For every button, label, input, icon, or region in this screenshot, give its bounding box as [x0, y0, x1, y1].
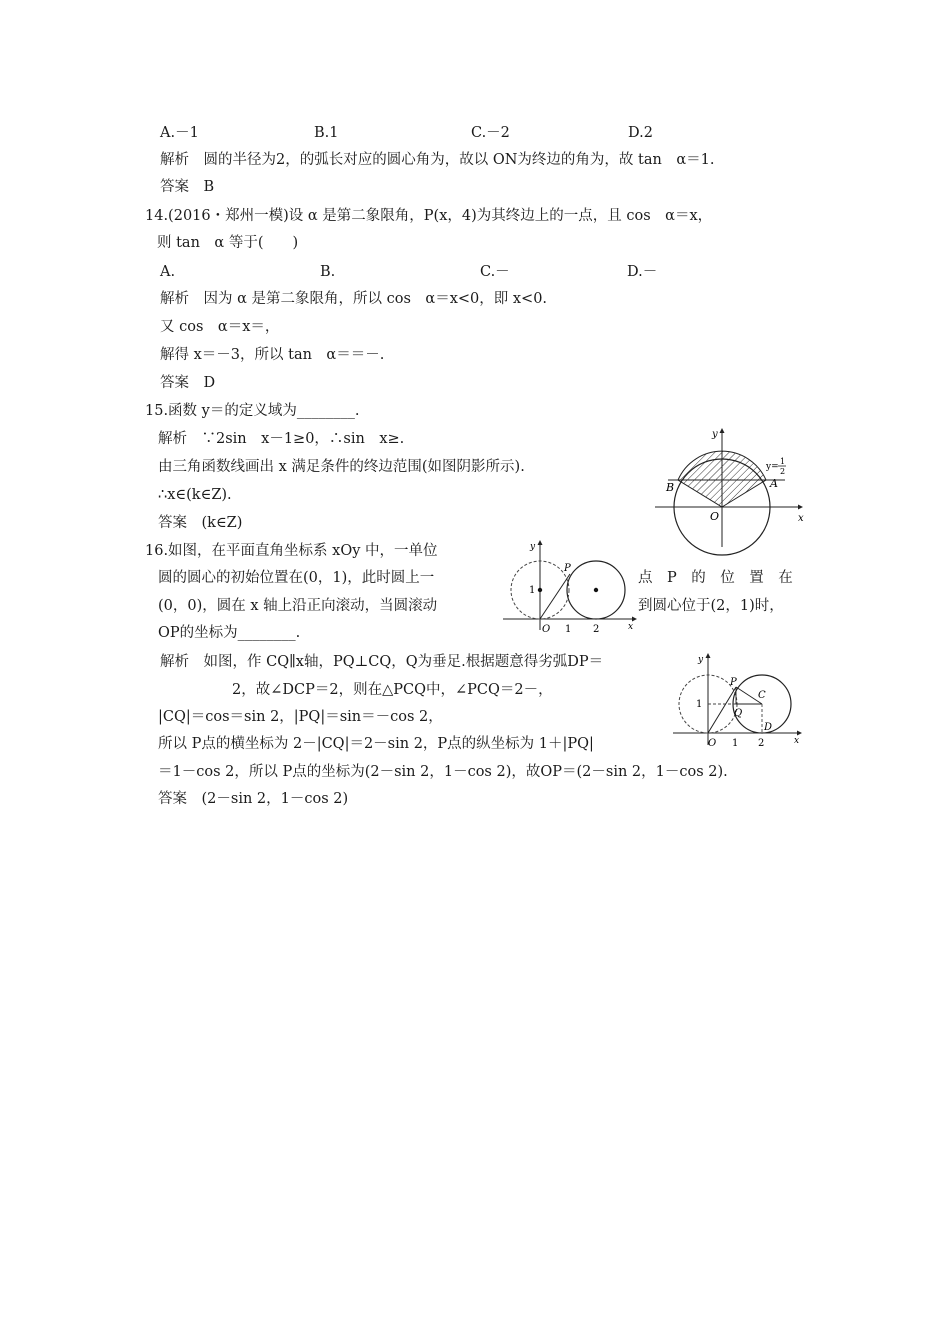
q15-analysis-line2: 由三角函数线画出 x 满足条件的终边范围(如图阴影所示).: [158, 459, 525, 475]
q15-point-a: A: [770, 477, 778, 490]
q16-point-p: P: [564, 563, 571, 574]
q14-option-d: D.－: [627, 264, 658, 280]
q16-rolled-center: [594, 588, 598, 592]
q15-y-arrow: [720, 428, 725, 433]
q16f2-x-label: x: [794, 736, 800, 746]
q14-stem-line2: 则 tan α 等于( ): [157, 235, 299, 251]
q16-origin: O: [542, 624, 551, 635]
q13-option-c: C.－2: [471, 125, 510, 141]
q16f2-point-c: C: [758, 690, 766, 701]
q16-tick-2: 2: [593, 624, 600, 635]
q16f2-tick-1: 1: [732, 738, 739, 749]
q16-analysis-line1: 解析 如图，作 CQ∥x轴，PQ⊥CQ，Q为垂足.根据题意得劣弧DP＝: [160, 654, 604, 670]
q16f2-x-arrow: [797, 731, 802, 736]
q16f2-op-segment: [708, 687, 736, 733]
q16-stem-line1: 16.如图，在平面直角坐标系 xOy 中，一单位: [145, 543, 438, 559]
q16-tick-1: 1: [565, 624, 572, 635]
q14-analysis-line3: 解得 x＝－3，所以 tan α＝＝－.: [160, 347, 385, 363]
q16f2-origin: O: [708, 738, 717, 749]
q13-option-d: D.2: [628, 125, 653, 141]
q16-analysis-line5: ＝1－cos 2，所以 P点的坐标为(2－sin 2，1－cos 2)，故OP＝(2－sin 2，1－cos 2).: [158, 764, 728, 780]
q14-analysis-line2: 又 cos α＝x＝，: [160, 319, 280, 335]
q16f2-y-label: y: [698, 655, 704, 665]
q16f2-point-p: P: [730, 677, 737, 688]
q15-analysis-line1: 解析 ∵2sin x－1≥0，∴sin x≥.: [158, 431, 405, 447]
q16f2-point-q: Q: [734, 708, 743, 719]
q15-x-axis-label: x: [798, 513, 804, 524]
q13-analysis: 解析 圆的半径为2，的弧长对应的圆心角为，故以 ON为终边的角为，故 tan α＝1.: [160, 152, 715, 168]
q13-option-b: B.1: [314, 125, 339, 141]
q16-analysis-line4: 所以 P点的横坐标为 2－|CQ|＝2－sin 2，P点的纵坐标为 1＋|PQ|: [158, 736, 594, 752]
q16-figure: [500, 538, 640, 636]
q13-answer: 答案 B: [160, 179, 215, 195]
q16-stem-line2-right: 点 P 的 位 置 在: [638, 570, 793, 586]
q16-stem-line3-right: 到圆心位于(2，1)时，: [638, 598, 784, 614]
q14-option-b: B.: [320, 264, 336, 280]
q14-option-c: C.－: [480, 264, 510, 280]
q15-answer: 答案 (k∈Z): [158, 515, 243, 531]
q13-option-a: A.－1: [160, 125, 199, 141]
q15-x-arrow: [798, 505, 803, 510]
q16-figure-2: [670, 650, 810, 750]
q16-stem-line3: (0，0)，圆在 x 轴上沿正向滚动，当圆滚动: [158, 598, 438, 614]
q16-stem-line4: OP的坐标为________.: [158, 625, 301, 641]
q16-y-arrow: [538, 540, 543, 545]
q15-point-b: B: [666, 481, 675, 494]
q15-origin: O: [710, 510, 720, 523]
q16-x-label: x: [628, 622, 634, 632]
q14-analysis-line1: 解析 因为 α 是第二象限角，所以 cos α＝x<0，即 x<0.: [160, 291, 548, 307]
q15-analysis-line3: ∴x∈(k∈Z).: [158, 487, 232, 503]
q16-answer: 答案 (2－sin 2，1－cos 2): [158, 791, 349, 807]
q16-stem-line2: 圆的圆心的初始位置在(0，1)，此时圆上一: [158, 570, 435, 586]
q16-x-arrow: [632, 617, 637, 622]
q16f2-y-tick-1: 1: [696, 699, 703, 710]
q16-analysis-line3: |CQ|＝cos＝sin 2，|PQ|＝sin＝－cos 2，: [158, 709, 443, 725]
q15-stem: 15.函数 y＝的定义域为________.: [145, 403, 360, 419]
q16f2-point-d: D: [764, 722, 773, 733]
q15-line-label-prefix: y=: [766, 462, 779, 472]
q16-analysis-line2: 2，故∠DCP＝2，则在△PCQ中，∠PCQ＝2－，: [232, 682, 553, 698]
q14-option-a: A.: [160, 264, 176, 280]
q14-stem-line1: 14.(2016・郑州一模)设 α 是第二象限角，P(x，4)为其终边上的一点，且 cos α＝x，: [145, 208, 713, 224]
q16f2-tick-2: 2: [758, 738, 765, 749]
q15-line-label-den: 2: [780, 467, 786, 476]
q16f2-y-arrow: [706, 653, 711, 658]
q15-figure: [650, 425, 810, 550]
q15-line-label-num: 1: [780, 457, 786, 466]
q14-answer: 答案 D: [160, 375, 216, 391]
q15-y-axis-label: y: [712, 429, 718, 440]
q16-y-label: y: [530, 542, 536, 552]
q16-op-segment: [540, 574, 570, 619]
q16-y-tick-1: 1: [529, 585, 536, 596]
q16-initial-center: [538, 588, 542, 592]
